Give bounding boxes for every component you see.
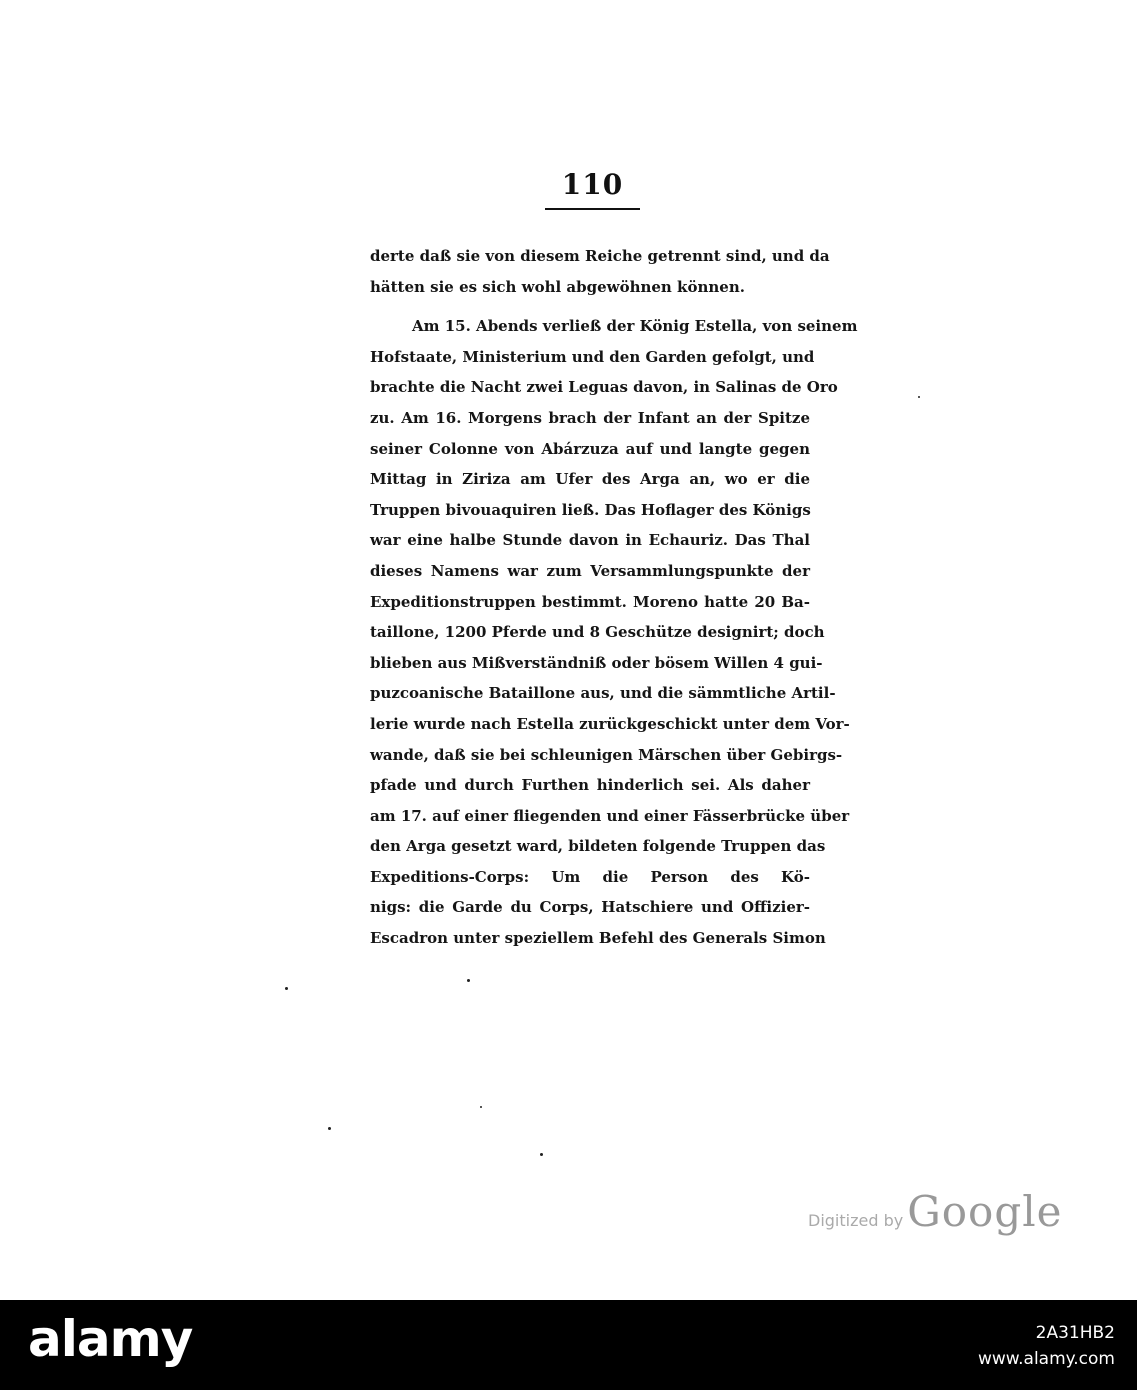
text-line: am 17. auf einer fliegenden und einer Fässerbrücke über — [370, 806, 850, 825]
google-watermark — [808, 1187, 1063, 1237]
text-line: lerie wurde nach Estella zurückgeschickt unter dem Vor- — [370, 714, 850, 733]
scan-speck — [540, 1153, 543, 1156]
scan-speck — [328, 1127, 331, 1130]
text-line: war eine halbe Stunde davon in Echauriz. Das Thal — [370, 531, 810, 550]
body-text — [370, 241, 858, 954]
text-line: seiner Colonne von Abárzuza auf und langte gegen — [370, 439, 810, 458]
text-line: hätten sie es sich wohl abgewöhnen können. — [370, 277, 745, 296]
alamy-logo[interactable]: alamy — [28, 1310, 193, 1368]
text-line: den Arga gesetzt ward, bildeten folgende Truppen das — [370, 837, 826, 856]
text-line: brachte die Nacht zwei Leguas davon, in Salinas de Oro — [370, 378, 838, 397]
text-line: Truppen bivouaquiren ließ. Das Hoflager des Königs — [370, 500, 811, 519]
scan-speck — [285, 987, 288, 990]
text-line: Hofstaate, Ministerium und den Garden gefolgt, und — [370, 347, 815, 366]
digitized-by-label: Digitized by — [808, 1211, 904, 1230]
image-id-block — [978, 1320, 1115, 1372]
text-line: dieses Namens war zum Versammlungspunkte der — [370, 561, 810, 580]
page-number-rule — [545, 208, 640, 210]
text-line: puzcoanische Bataillone aus, und die sämmtliche Artil- — [370, 684, 836, 703]
page-number: 110 — [561, 168, 624, 201]
scan-speck — [467, 979, 470, 982]
text-line: taillone, 1200 Pferde und 8 Geschütze designirt; doch — [370, 623, 825, 642]
site-url[interactable]: www.alamy.com — [977, 1349, 1115, 1369]
text-line: derte daß sie von diesem Reiche getrennt sind, und da — [370, 247, 830, 265]
alamy-footer — [0, 1300, 1137, 1390]
text-line: nigs: die Garde du Corps, Hatschiere und Offizier- — [370, 898, 810, 917]
text-line: blieben aus Mißverständniß oder bösem Willen 4 gui- — [370, 653, 823, 672]
scan-speck — [480, 1106, 482, 1108]
text-line: zu. Am 16. Morgens brach der Infant an der Spitze — [370, 408, 810, 427]
text-line: Escadron unter speziellem Befehl des Generals Simon — [370, 929, 826, 948]
google-logo: Google — [907, 1187, 1063, 1236]
text-line: Am 15. Abends verließ der König Estella, von seinem — [412, 317, 858, 336]
text-line: pfade und durch Furthen hinderlich sei. Als daher — [370, 776, 810, 795]
text-line: wande, daß sie bei schleunigen Märschen über Gebirgs- — [370, 745, 843, 764]
text-line: Mittag in Ziriza am Ufer des Arga an, wo er die — [370, 470, 810, 489]
image-id: 2A31HB2 — [1035, 1323, 1115, 1343]
text-line: Expeditionstruppen bestimmt. Moreno hatte 20 Ba- — [370, 592, 810, 611]
scan-speck — [918, 396, 920, 398]
text-line: Expeditions-Corps: Um die Person des Kö- — [370, 867, 810, 886]
